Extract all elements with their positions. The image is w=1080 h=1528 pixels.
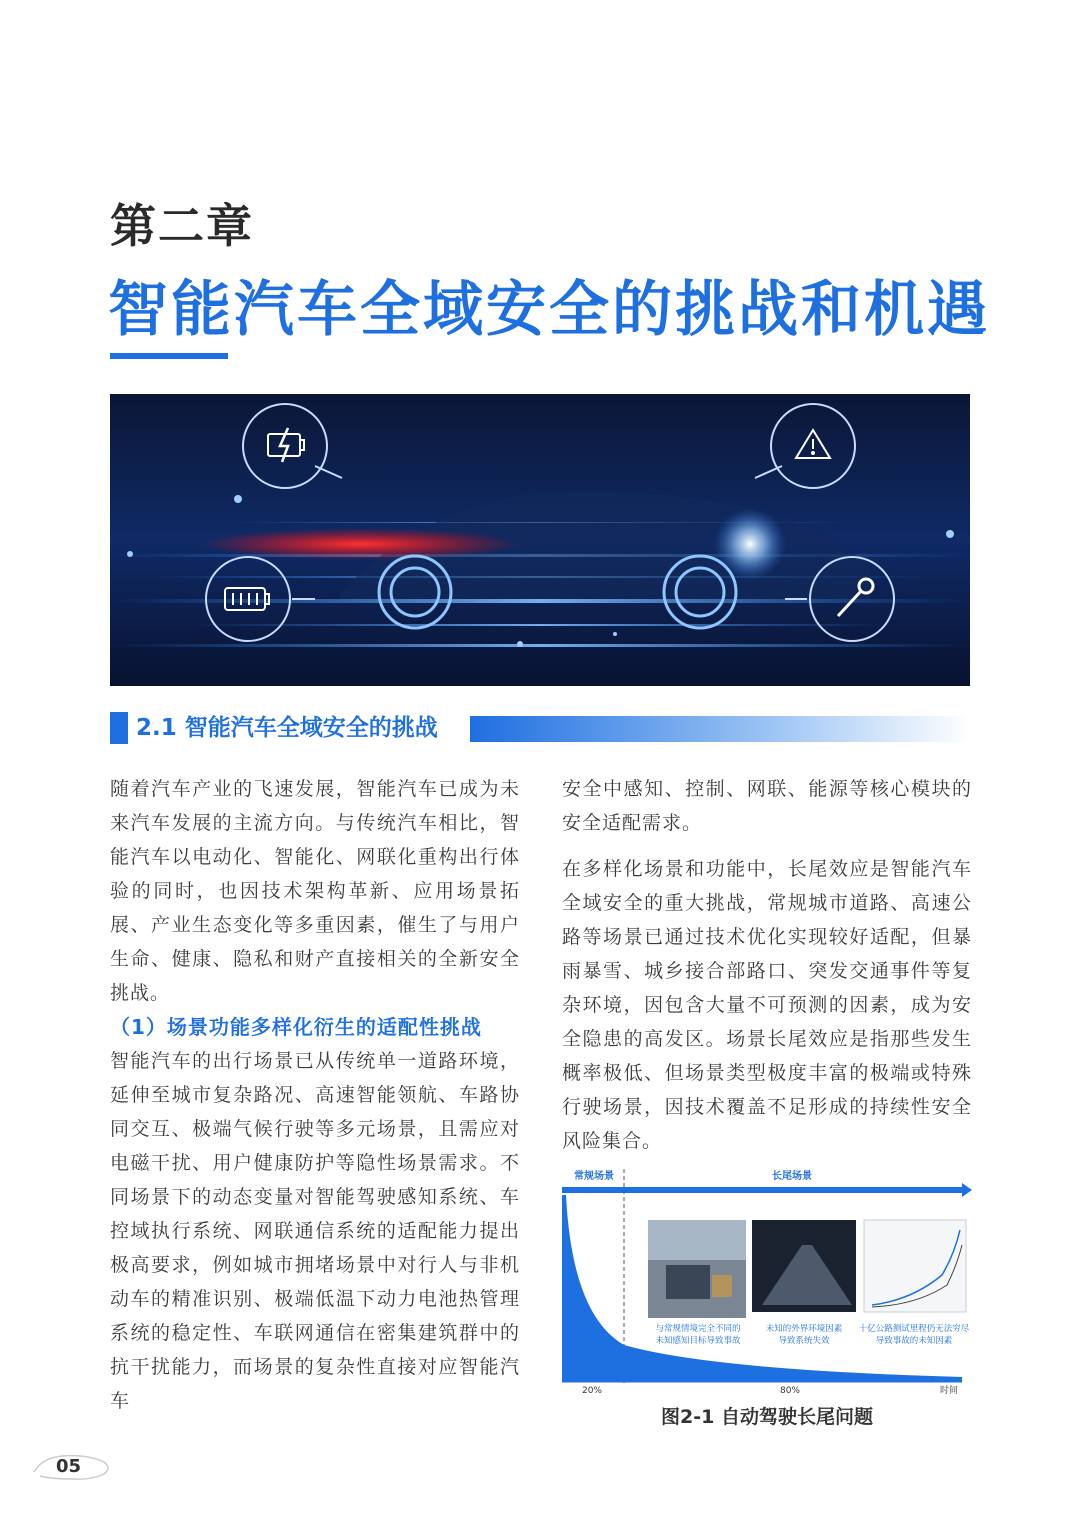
tick-80: 80% bbox=[779, 1386, 801, 1395]
tick-20: 20% bbox=[581, 1386, 603, 1395]
paragraph: 在多样化场景和功能中，长尾效应是智能汽车全域安全的重大挑战，常规城市道路、高速公路等场景已通过技术优化实现较好适配，但暴雨暴雪、城乡接合部路口、突发交通事件等复杂环境，因包含大量不可预测的因素，成为安全隐患的高发区。场景长尾效应是指那些发生概率极低、但场景类型极度丰富的极端或特殊行驶场景，因技术覆盖不足形成的持续性安全风险集合。 bbox=[562, 858, 972, 1152]
hero-image bbox=[110, 394, 970, 686]
section-gradient-bar bbox=[470, 716, 970, 742]
figure-caption: 图2-1 自动驾驶长尾问题 bbox=[661, 1406, 873, 1428]
left-column bbox=[110, 772, 520, 1418]
label-common: 常规场景 bbox=[574, 1171, 614, 1182]
page-number-text: 05 bbox=[56, 1456, 82, 1477]
mini-chart bbox=[864, 1220, 966, 1312]
figure-longtail bbox=[562, 1165, 972, 1395]
chapter-title: 智能汽车全域安全的挑战和机遇 bbox=[108, 275, 990, 345]
title-underline bbox=[110, 353, 228, 359]
photo2-caption-l2: 导致系统失效 bbox=[778, 1336, 830, 1346]
page-number bbox=[32, 1452, 112, 1482]
subheading: （1）场景功能多样化衍生的适配性挑战 bbox=[110, 1015, 482, 1039]
axis-time: 时间 bbox=[939, 1386, 958, 1395]
paragraph: 随着汽车产业的飞速发展，智能汽车已成为未来汽车发展的主流方向。与传统汽车相比，智能汽车以电动化、智能化、网联化重构出行体验的同时，也因技术架构革新、应用场景拓展、产业生态变化等多重因素，催生了与用户生命、健康、隐私和财产直接相关的全新安全挑战。 bbox=[110, 778, 520, 1004]
photo3-caption-l1: 十亿公路测试里程仍无法穷尽 bbox=[858, 1324, 970, 1334]
section-title: 2.1 智能汽车全域安全的挑战 bbox=[136, 715, 438, 741]
photo3-caption-l2: 导致事故的未知因素 bbox=[875, 1336, 953, 1346]
right-column bbox=[562, 772, 972, 1158]
photo1-caption-l1: 与常规情境完全不同的 bbox=[655, 1324, 741, 1334]
paragraph: 智能汽车的出行场景已从传统单一道路环境，延伸至城市复杂路况、高速智能领航、车路协同交互、极端气候行驶等多元场景，且需应对电磁干扰、用户健康防护等隐性场景需求。不同场景下的动态变量对智能驾驶感知系统、车控域执行系统、网联通信系统的适配能力提出极高要求，例如城市拥堵场景中对行人与非机动车的精准识别、极端低温下动力电池热管理系统的稳定性、车联网通信在密集建筑群中的抗干扰能力，而场景的复杂性直接对应智能汽车 bbox=[110, 1050, 520, 1412]
label-longtail: 长尾场景 bbox=[772, 1171, 812, 1182]
chapter-label: 第二章 bbox=[110, 199, 254, 253]
section-marker bbox=[110, 712, 128, 744]
photo1-caption-l2: 未知感知目标导致事故 bbox=[655, 1336, 741, 1346]
section-header bbox=[110, 712, 970, 744]
paragraph: 安全中感知、控制、网联、能源等核心模块的安全适配需求。 bbox=[562, 778, 972, 834]
photo2-caption-l1: 未知的外界环境因素 bbox=[765, 1324, 843, 1334]
